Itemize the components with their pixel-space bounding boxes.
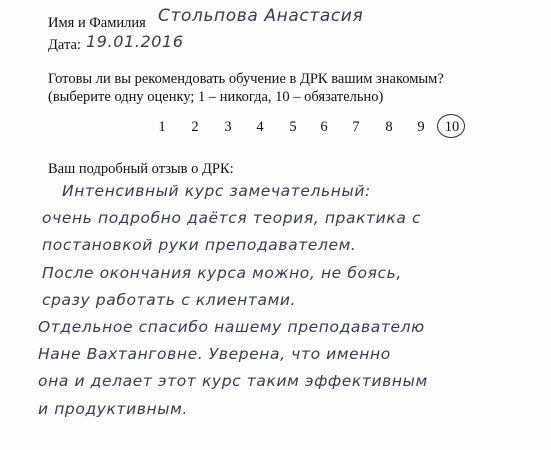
- name-label: Имя и Фамилия: [48, 15, 146, 31]
- rating-option-5: 5: [289, 119, 297, 135]
- rating-option-10-wrap: [440, 118, 464, 136]
- rating-option-1: 1: [158, 119, 166, 135]
- question-line-2: (выберите одну оценку; 1 – никогда, 10 – обязательно): [48, 89, 384, 105]
- review-line-1: Интенсивный курс замечательный:: [62, 182, 371, 200]
- rating-option-9: 9: [417, 119, 425, 135]
- date-handwritten: 19.01.2016: [86, 32, 184, 51]
- question-line-1: Готовы ли вы рекомендовать обучение в ДРК вашим знакомым?: [48, 71, 444, 87]
- rating-option-3: 3: [224, 119, 232, 135]
- rating-option-4: 4: [256, 119, 264, 135]
- date-label: Дата:: [48, 37, 81, 53]
- review-line-2: очень подробно даётся теория, практика с: [42, 209, 422, 227]
- review-line-6: Отдельное спасибо нашему преподавателю: [38, 318, 425, 336]
- rating-option-10: 10: [444, 119, 460, 135]
- review-line-4: После окончания курса можно, не боясь,: [42, 264, 402, 282]
- review-label: Ваш подробный отзыв о ДРК:: [48, 161, 234, 177]
- review-line-7: Нане Вахтанговне. Уверена, что именно: [38, 345, 391, 363]
- rating-option-2: 2: [191, 119, 199, 135]
- rating-option-7: 7: [352, 119, 360, 135]
- review-line-5: сразу работать с клиентами.: [42, 291, 297, 309]
- selected-rating-circle: [437, 114, 465, 138]
- review-line-8: она и делает этот курс таким эффективным: [38, 372, 428, 390]
- name-handwritten: Стольпова Анастасия: [158, 6, 364, 26]
- rating-option-6: 6: [320, 119, 328, 135]
- rating-option-8: 8: [385, 119, 393, 135]
- review-line-3: постановкой руки преподавателем.: [42, 236, 357, 254]
- review-line-9: и продуктивным.: [38, 400, 188, 418]
